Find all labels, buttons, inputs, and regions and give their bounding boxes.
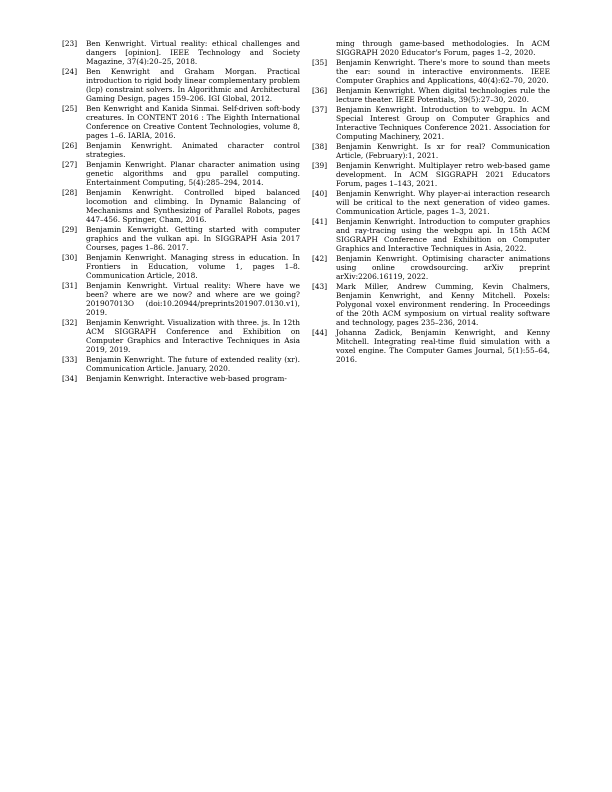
reference-item: [312, 106, 550, 142]
reference-number: [38]: [312, 142, 328, 152]
reference-number: [27]: [62, 159, 78, 169]
reference-text: Benjamin Kenwright. Controlled biped balanced locomotion and climbing. In Dynamic Balancing of Mechanisms and Synthesizing of Parallel Robots, pages 447–456. Springer, Cham, 2016.: [86, 187, 300, 224]
reference-item: [312, 283, 550, 328]
reference-item: [312, 87, 550, 105]
reference-number: [24]: [62, 67, 78, 77]
reference-item: [62, 68, 300, 104]
reference-number: [23]: [62, 39, 78, 48]
reference-text: Benjamin Kenwright. The future of extended reality (xr). Communication Article. January, 2020.: [86, 354, 300, 373]
reference-text: Benjamin Kenwright. Optimising character animations using online crowdsourcing. arXiv preprint arXiv:2206.16119, 2022.: [336, 254, 550, 282]
references-right-column: [312, 40, 550, 366]
reference-number: [26]: [62, 140, 78, 150]
reference-number: [28]: [62, 187, 78, 197]
reference-number: [40]: [312, 189, 328, 199]
reference-item: [62, 319, 300, 355]
reference-text: Benjamin Kenwright. Visualization with three. js. In 12th ACM SIGGRAPH Conference and Exhibition on Computer Graphics and Interactive Techniques in Asia 2019, 2019.: [86, 317, 300, 354]
reference-number: [30]: [62, 252, 78, 262]
reference-text: Benjamin Kenwright. Introduction to computer graphics and ray-tracing using the webgpu api. In 15th ACM SIGGRAPH Conference and Exhibition on Computer Graphics and Interactive Techniques in Asia, 2022.: [336, 217, 550, 254]
reference-text: Ben Kenwright and Kanida Sinmai. Self-driven soft-body creatures. In CONTENT 2016 : The Eighth International Conference on Creative Content Technologies, volume 8, pages 1–6. IARIA, 2016.: [86, 103, 300, 140]
reference-item: [312, 59, 550, 86]
reference-number: [44]: [312, 328, 328, 338]
reference-item: [312, 143, 550, 161]
reference-item: [62, 40, 300, 67]
reference-number: [34]: [62, 373, 78, 383]
reference-text: Benjamin Kenwright. Multiplayer retro web-based game development. In ACM SIGGRAPH 2021 Educators Forum, pages 1–143, 2021.: [336, 161, 550, 189]
reference-text: Benjamin Kenwright. Is xr for real? Communication Article, (February):1, 2021.: [336, 142, 550, 161]
reference-item: [62, 189, 300, 225]
reference-number: [25]: [62, 103, 78, 113]
reference-item: [62, 161, 300, 188]
reference-item: [312, 329, 550, 365]
references-left-column: [62, 40, 300, 385]
reference-text: Mark Miller, Andrew Cumming, Kevin Chalmers, Benjamin Kenwright, and Kenny Mitchell. Poxels: Polygonal voxel environment rendering. In Proceedings of the 20th ACM symposium on virtual reality software and technology, pages 235–236, 2014.: [336, 282, 550, 327]
reference-text: Benjamin Kenwright. Getting started with computer graphics and the vulkan api. In SIGGRAPH Asia 2017 Courses, pages 1–86. 2017.: [86, 224, 300, 252]
reference-text: Benjamin Kenwright. Animated character control strategies.: [86, 140, 300, 159]
reference-item: [312, 218, 550, 254]
reference-text: Benjamin Kenwright. There's more to sound than meets the ear: sound in interactive environments. IEEE Computer Graphics and Applications, 40(4):62–70, 2020.: [336, 58, 550, 85]
reference-number: [41]: [312, 217, 328, 227]
reference-number: [39]: [312, 161, 328, 171]
reference-item: [62, 375, 300, 384]
reference-text: Benjamin Kenwright. When digital technologies rule the lecture theater. IEEE Potentials, 39(5):27–30, 2020.: [336, 86, 550, 105]
reference-item: [62, 282, 300, 318]
reference-item: [312, 162, 550, 189]
reference-item: [62, 142, 300, 160]
reference-text: Benjamin Kenwright. Introduction to webgpu. In ACM Special Interest Group on Computer Graphics and Interactive Techniques Conference 2021. Association for Computing Machinery, 2021.: [336, 105, 550, 141]
reference-item: [62, 105, 300, 141]
reference-item: [62, 356, 300, 374]
reference-item: [312, 255, 550, 282]
reference-number: [35]: [312, 58, 328, 68]
reference-number: [42]: [312, 254, 328, 264]
reference-number: [37]: [312, 105, 328, 115]
reference-text: Benjamin Kenwright. Why player-ai interaction research will be critical to the next generation of video games. Communication Article, pages 1–3, 2021.: [336, 189, 550, 217]
reference-text: Benjamin Kenwright. Interactive web-based program-: [86, 373, 287, 383]
reference-number: [29]: [62, 224, 78, 234]
reference-text: Benjamin Kenwright. Planar character animation using genetic algorithms and gpu parallel computing. Entertainment Computing, 5(4):285–294, 2014.: [86, 159, 300, 187]
reference-item: [312, 190, 550, 217]
reference-item: [312, 40, 550, 58]
reference-item: [62, 226, 300, 253]
reference-number: [33]: [62, 354, 78, 364]
reference-text: ming through game-based methodologies. In ACM SIGGRAPH 2020 Educator's Forum, pages 1–2, 2020.: [336, 39, 550, 57]
reference-number: [32]: [62, 317, 78, 327]
reference-number: [36]: [312, 86, 328, 96]
reference-text: Ben Kenwright and Graham Morgan. Practical introduction to rigid body linear complementary problem (lcp) constraint solvers. In Algorithmic and Architectural Gaming Design, pages 159–206. IGI Global, 2012.: [86, 67, 300, 103]
reference-number: [43]: [312, 282, 328, 292]
reference-item: [62, 254, 300, 281]
reference-text: Benjamin Kenwright. Virtual reality: Where have we been? where are we now? and where are we going? 201907013O (doi:10.20944/preprints201907.0130.v1), 2019.: [86, 280, 300, 317]
reference-number: [31]: [62, 280, 78, 290]
reference-text: Ben Kenwright. Virtual reality: ethical challenges and dangers [opinion]. IEEE Technology and Society Magazine, 37(4):20–25, 2018.: [86, 39, 300, 66]
reference-text: Benjamin Kenwright. Managing stress in education. In Frontiers in Education, volume 1, pages 1–8. Communication Article, 2018.: [86, 252, 300, 280]
reference-text: Johanna Zadick, Benjamin Kenwright, and Kenny Mitchell. Integrating real-time fluid simulation with a voxel engine. The Computer Games Journal, 5(1):55–64, 2016.: [336, 328, 550, 364]
